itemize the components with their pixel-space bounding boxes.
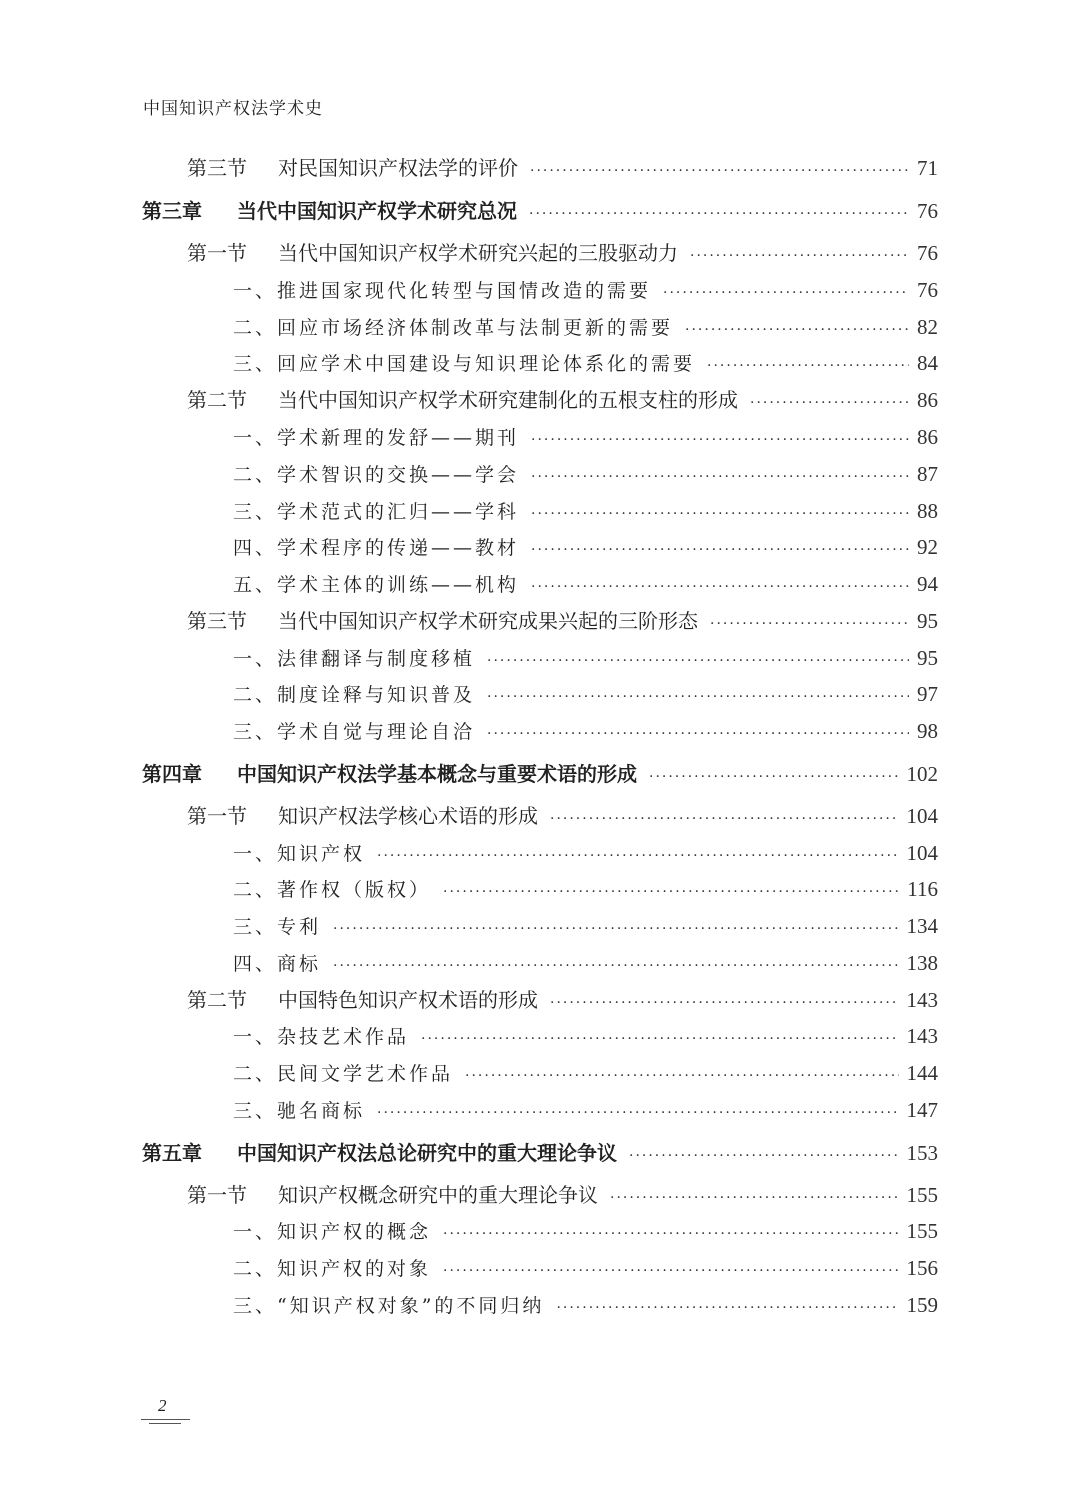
entry-label: 第二节 xyxy=(187,988,247,1012)
dot-leader xyxy=(443,1256,898,1286)
entry-page-number: 116 xyxy=(907,877,938,901)
page-number: 2 xyxy=(158,1396,167,1415)
entry-page-number: 88 xyxy=(917,499,938,523)
toc-entry-item xyxy=(0,716,938,746)
entry-page-number: 155 xyxy=(906,1183,938,1207)
entry-page-number: 86 xyxy=(917,388,938,412)
entry-page-number: 143 xyxy=(906,1024,938,1048)
dot-leader xyxy=(685,315,909,345)
entry-page-number: 156 xyxy=(906,1256,938,1280)
toc-entry-item xyxy=(0,532,938,562)
entry-page-number: 153 xyxy=(906,1141,938,1165)
toc-entry-item xyxy=(0,948,938,978)
dot-leader xyxy=(333,951,898,981)
entry-title: 三、回应学术中国建设与知识理论体系化的需要 xyxy=(233,353,696,375)
dot-leader xyxy=(750,388,909,418)
toc-entry-item xyxy=(0,348,938,378)
entry-label: 第一节 xyxy=(187,241,247,265)
dot-leader xyxy=(550,804,899,834)
entry-page-number: 76 xyxy=(917,278,938,302)
entry-page-number: 82 xyxy=(917,315,938,339)
entry-page-number: 87 xyxy=(917,462,938,486)
entry-title: 二、著作权（版权） xyxy=(233,879,432,901)
dot-leader xyxy=(690,241,909,271)
dot-leader xyxy=(377,1098,898,1128)
toc-entry-section xyxy=(0,1180,938,1210)
entry-title: 一、学术新理的发舒——期刊 xyxy=(233,427,520,449)
toc-entry-item xyxy=(0,569,938,599)
entry-title: 中国知识产权法总论研究中的重大理论争议 xyxy=(237,1141,617,1165)
toc-entry-item xyxy=(0,1253,938,1283)
dot-leader xyxy=(333,914,898,944)
entry-page-number: 95 xyxy=(917,609,938,633)
entry-page-number: 98 xyxy=(917,719,938,743)
entry-page-number: 84 xyxy=(917,351,938,375)
folio-rule xyxy=(141,1419,190,1420)
entry-page-number: 95 xyxy=(917,646,938,670)
entry-title: 四、商标 xyxy=(233,953,322,975)
entry-page-number: 94 xyxy=(917,572,938,596)
entry-title: 二、制度诠释与知识普及 xyxy=(233,684,476,706)
entry-title: 二、知识产权的对象 xyxy=(233,1258,432,1280)
toc-entry-item xyxy=(0,838,938,868)
dot-leader xyxy=(531,535,909,565)
toc-entry-item xyxy=(0,643,938,673)
entry-page-number: 159 xyxy=(906,1293,938,1317)
entry-page-number: 155 xyxy=(906,1219,938,1243)
entry-page-number: 134 xyxy=(906,914,938,938)
entry-label: 第一节 xyxy=(187,1183,247,1207)
toc-entry-item xyxy=(0,422,938,452)
toc-entry-item xyxy=(0,874,938,904)
dot-leader xyxy=(465,1061,898,1091)
dot-leader xyxy=(663,278,909,308)
dot-leader xyxy=(610,1183,899,1213)
entry-label: 第一节 xyxy=(187,804,247,828)
entry-title: 一、推进国家现代化转型与国情改造的需要 xyxy=(233,280,652,302)
dot-leader xyxy=(529,199,909,229)
toc-entry-chapter xyxy=(0,1138,938,1168)
entry-page-number: 144 xyxy=(906,1061,938,1085)
entry-title: 三、驰名商标 xyxy=(233,1100,366,1122)
toc-entry-item xyxy=(0,1058,938,1088)
entry-title: 一、杂技艺术作品 xyxy=(233,1026,410,1048)
entry-title: 三、学术自觉与理论自洽 xyxy=(233,721,476,743)
entry-page-number: 76 xyxy=(917,241,938,265)
dot-leader xyxy=(710,609,909,639)
toc-entry-chapter xyxy=(0,196,938,226)
entry-label: 第三节 xyxy=(187,609,247,633)
entry-page-number: 76 xyxy=(917,199,938,223)
entry-title: 中国知识产权法学基本概念与重要术语的形成 xyxy=(237,762,637,786)
entry-title: 二、民间文学艺术作品 xyxy=(233,1063,454,1085)
entry-page-number: 104 xyxy=(906,804,938,828)
dot-leader xyxy=(556,1293,898,1323)
entry-title: 知识产权法学核心术语的形成 xyxy=(278,804,538,828)
dot-leader xyxy=(377,841,898,871)
entry-title: 五、学术主体的训练——机构 xyxy=(233,574,520,596)
dot-leader xyxy=(531,499,909,529)
toc-entry-item xyxy=(0,1095,938,1125)
toc-entry-item xyxy=(0,496,938,526)
toc-entry-item xyxy=(0,1216,938,1246)
toc-entry-section xyxy=(0,985,938,1015)
entry-label: 第四章 xyxy=(142,762,202,786)
folio-rule xyxy=(149,1423,181,1424)
dot-leader xyxy=(421,1024,898,1054)
entry-title: 当代中国知识产权学术研究成果兴起的三阶形态 xyxy=(278,609,698,633)
toc-entry-item xyxy=(0,459,938,489)
entry-title: 三、学术范式的汇归——学科 xyxy=(233,501,520,523)
entry-title: 知识产权概念研究中的重大理论争议 xyxy=(278,1183,598,1207)
entry-title: 当代中国知识产权学术研究建制化的五根支柱的形成 xyxy=(278,388,738,412)
entry-page-number: 143 xyxy=(906,988,938,1012)
toc-entry-section xyxy=(0,153,938,183)
entry-page-number: 102 xyxy=(906,762,938,786)
entry-page-number: 92 xyxy=(917,535,938,559)
entry-title: 一、知识产权 xyxy=(233,843,366,865)
dot-leader xyxy=(487,646,909,676)
entry-page-number: 138 xyxy=(906,951,938,975)
dot-leader xyxy=(443,1219,898,1249)
toc-entry-item xyxy=(0,1290,938,1320)
entry-title: 二、回应市场经济体制改革与法制更新的需要 xyxy=(233,317,674,339)
toc-entry-chapter xyxy=(0,759,938,789)
dot-leader xyxy=(531,572,909,602)
entry-label: 第三节 xyxy=(187,156,247,180)
dot-leader xyxy=(487,682,909,712)
entry-title: 三、“知识产权对象”的不同归纳 xyxy=(233,1295,545,1317)
dot-leader xyxy=(629,1141,899,1171)
entry-title: 当代中国知识产权学术研究兴起的三股驱动力 xyxy=(278,241,678,265)
toc-entry-section xyxy=(0,606,938,636)
toc-entry-section xyxy=(0,385,938,415)
entry-label: 第三章 xyxy=(142,199,202,223)
entry-title: 对民国知识产权法学的评价 xyxy=(278,156,518,180)
dot-leader xyxy=(550,988,899,1018)
entry-title: 中国特色知识产权术语的形成 xyxy=(278,988,538,1012)
dot-leader xyxy=(649,762,899,792)
toc-entry-item xyxy=(0,312,938,342)
dot-leader xyxy=(443,877,899,907)
entry-title: 二、学术智识的交换——学会 xyxy=(233,464,520,486)
dot-leader xyxy=(487,719,909,749)
toc-entry-section xyxy=(0,238,938,268)
entry-title: 当代中国知识产权学术研究总况 xyxy=(237,199,517,223)
dot-leader xyxy=(530,156,909,186)
dot-leader xyxy=(531,462,909,492)
entry-page-number: 104 xyxy=(906,841,938,865)
toc-entry-item xyxy=(0,679,938,709)
dot-leader xyxy=(707,351,909,381)
toc-entry-item xyxy=(0,1021,938,1051)
toc-entry-item xyxy=(0,275,938,305)
entry-page-number: 71 xyxy=(917,156,938,180)
entry-title: 四、学术程序的传递——教材 xyxy=(233,537,520,559)
entry-page-number: 147 xyxy=(906,1098,938,1122)
entry-title: 三、专利 xyxy=(233,916,322,938)
entry-title: 一、法律翻译与制度移植 xyxy=(233,648,476,670)
entry-page-number: 97 xyxy=(917,682,938,706)
entry-page-number: 86 xyxy=(917,425,938,449)
dot-leader xyxy=(531,425,909,455)
toc-entry-item xyxy=(0,911,938,941)
toc-entry-section xyxy=(0,801,938,831)
running-head: 中国知识产权法学术史 xyxy=(143,99,323,119)
entry-title: 一、知识产权的概念 xyxy=(233,1221,432,1243)
entry-label: 第五章 xyxy=(142,1141,202,1165)
entry-label: 第二节 xyxy=(187,388,247,412)
